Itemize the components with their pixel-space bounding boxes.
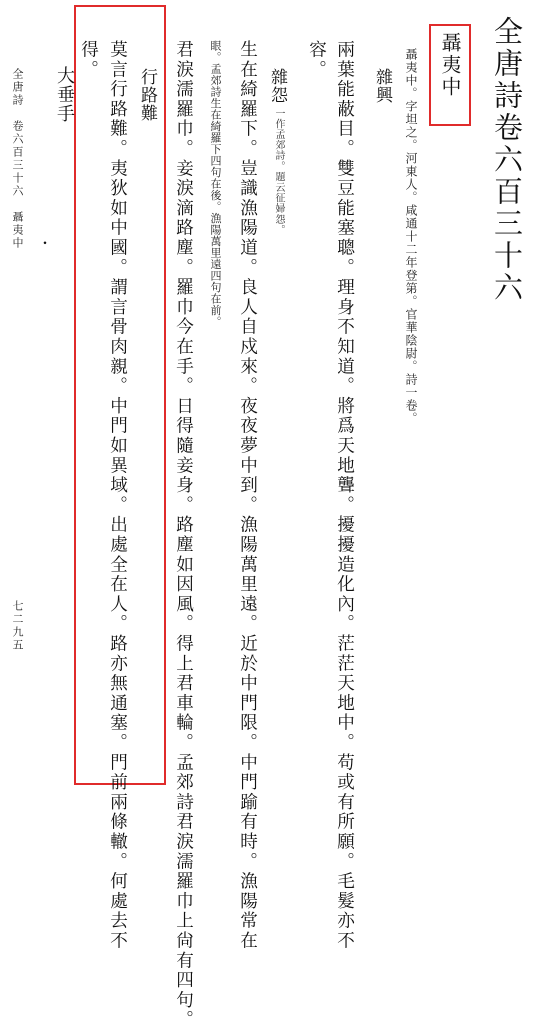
poem-line: 容。 [306,40,327,80]
poem-title-zaxing: 雜興 [372,68,392,104]
poem-title-zayuan: 雜怨 [267,68,287,104]
poem-line: 得。 [78,40,99,80]
dot-mark: ・ [36,236,52,250]
author-name: 聶夷中 [438,32,462,98]
poem-line: 兩葉能蔽目。雙豆能塞聰。理身不知道。將爲天地聾。擾擾造化內。茫茫天地中。苟或有所願。毛髮亦不 [334,40,355,951]
poem-line: 生在綺羅下。豈識漁陽道。良人自戍來。夜夜夢中到。漁陽萬里遠。近於中門限。中門踰有時。漁陽常在 [237,40,258,951]
page-number: 七二九五 [11,600,24,652]
next-poem-title: 大垂手 [54,66,75,123]
author-bio: 聶夷中。字坦之。河東人。咸通十二年登第。官華陰尉。詩一卷。 [404,48,418,425]
book-title: 全唐詩卷六百三十六 [490,16,524,304]
poem-title-note: 一作孟郊詩。題云征婦怨。 [273,108,284,236]
poem-line-annotated: 眼。孟郊詩生在綺羅下四句在後。漁陽萬里遠四句在前。 [209,40,222,328]
poem-title-xinglunan: 行路難 [137,68,157,122]
poem-line: 君淚濡羅巾。妾淚滴路塵。羅巾今在手。日得隨妾身。路塵如因風。得上君車輪。孟郊詩君淚濡羅巾上尙有四句。 [173,40,194,1030]
poem-line: 莫言行路難。夷狄如中國。謂言骨肉親。中門如異域。出處全在人。路亦無通塞。門前兩條轍。何處去不 [107,40,128,951]
running-head: 全唐詩 卷六百三十六 聶夷中 [11,68,24,250]
